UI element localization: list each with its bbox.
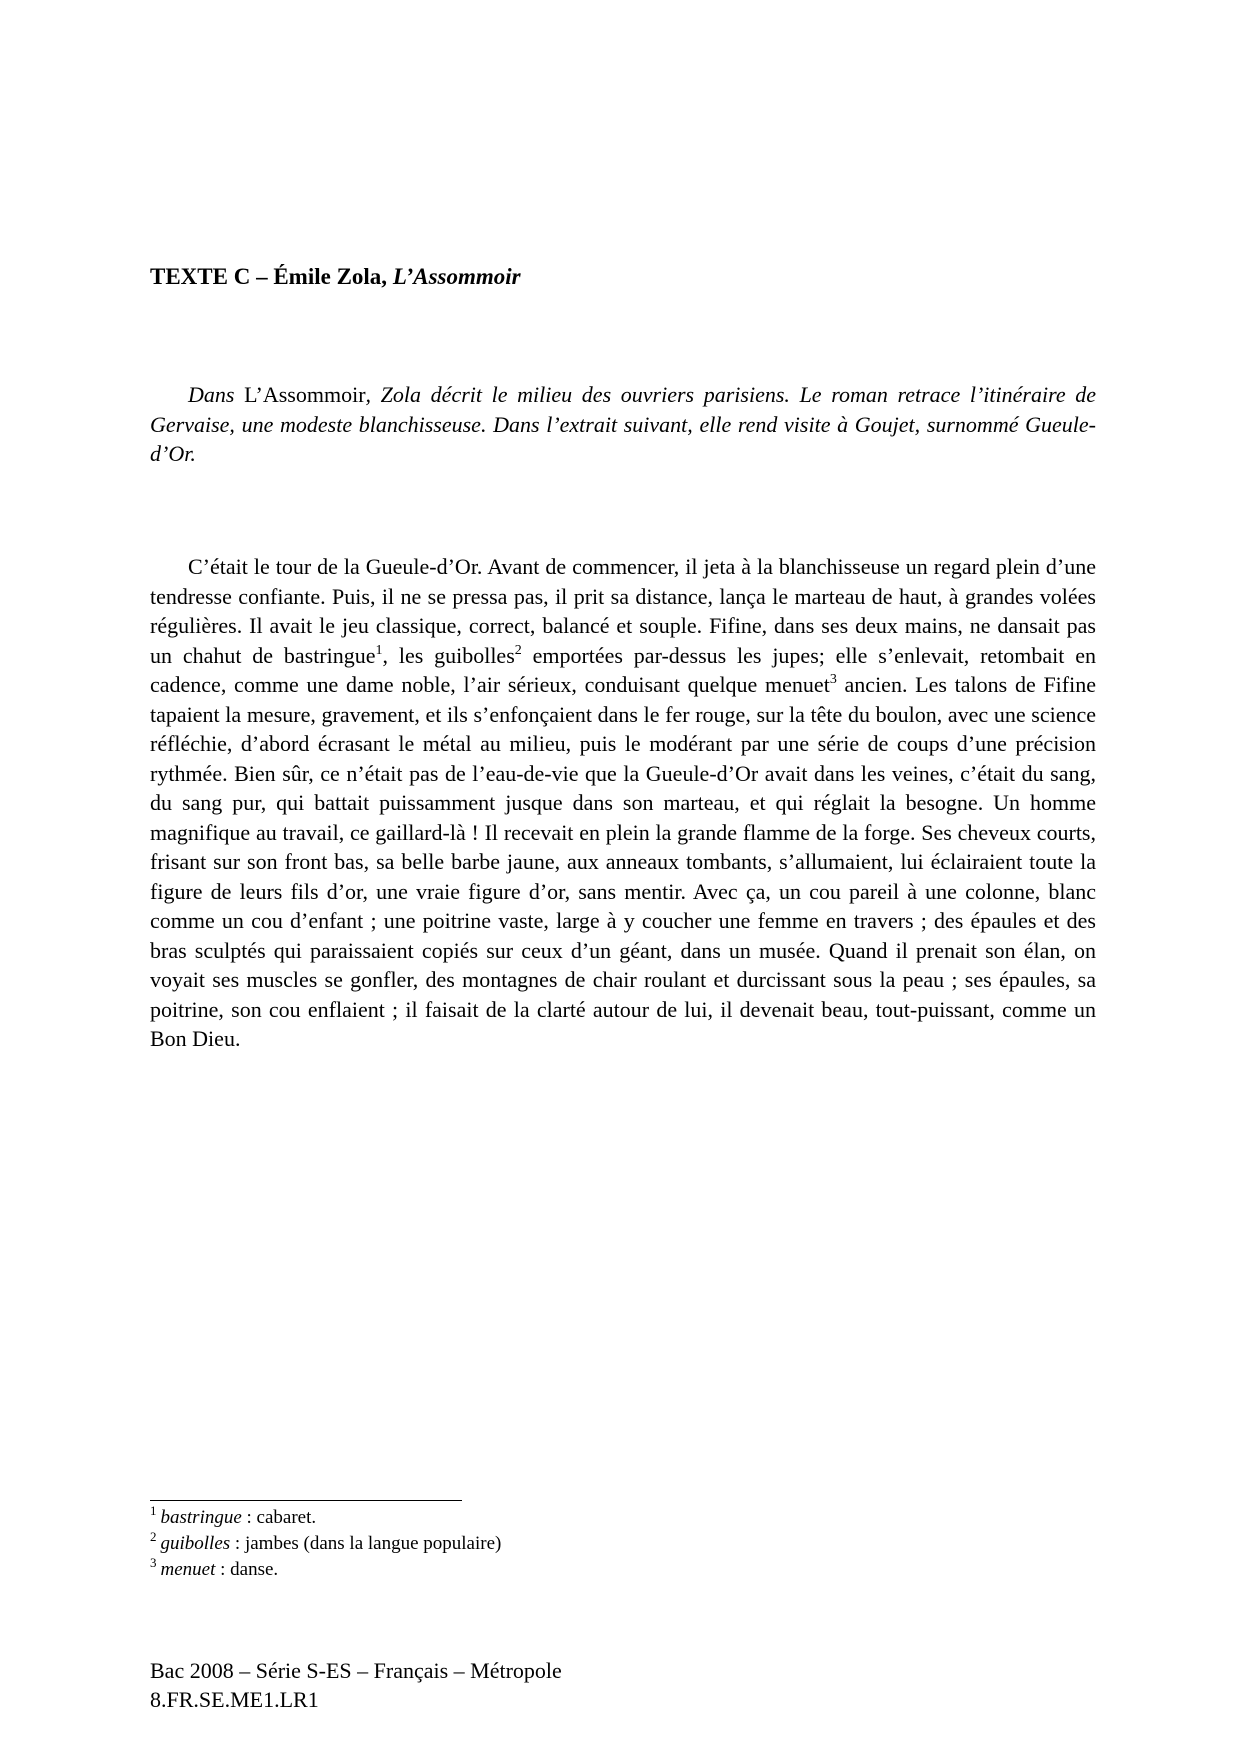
intro-work-title: L’Assommoir [244,382,366,407]
footer-code: 8.FR.SE.ME1.LR1 [150,1687,319,1712]
text-title [150,264,521,290]
footnote-number: 1 [150,1503,157,1518]
footnote-definition: : jambes (dans la langue populaire) [230,1533,502,1554]
intro-paragraph [150,380,1096,469]
intro-part3: , Zola décrit le milieu des ouvriers parisiens. Le roman retrace l’itinéraire de Gervaise, une modeste blanchisseuse. Dans l’extrait suivant, elle rend visite à Goujet, surnommé Gueule-d’Or. [150,382,1096,466]
footnote-term: bastringue [160,1507,242,1528]
footnotes-list [150,1505,501,1583]
passage-seg1: C’était le tour de la Gueule-d’Or. Avant de commencer, il jeta à la blanchisseuse un regard plein d’une tendresse confiante. Puis, il ne se pressa pas, il prit sa distance, lança le marteau de haut, à grandes volées régulières. Il avait le jeu classique, correct, balancé et souple. Fifine, dans ses deux mains, ne dansait pas un chahut de bastringue [150,554,1096,668]
footnote-ref-1: 1 [375,642,383,658]
footer-exam-info: Bac 2008 – Série S-ES – Français – Métropole [150,1658,562,1683]
footnote-term: guibolles [160,1533,231,1554]
footnote-definition: : danse. [215,1559,279,1580]
footnote-ref-3: 3 [829,672,837,687]
footnote-item [150,1531,501,1557]
footnote-divider [150,1500,462,1501]
intro-part1: Dans [188,382,245,407]
footnote-item [150,1505,501,1531]
title-work: L’Assommoir [392,264,521,289]
passage-seg2: , les guibolles [382,642,515,668]
footnote-term: menuet [160,1559,216,1580]
passage-seg4: ancien. Les talons de Fifine tapaient la mesure, gravement, et ils s’enfonçaient dans le fer rouge, sur la tête du boulon, avec une science réfléchie, d’abord écrasant le métal au milieu, puis le modérant par une série de coups d’une précision rythmée. Bien sûr, ce n’était pas de l’eau-de-vie que la Gueule-d’Or avait dans les veines, c’était du sang, du sang pur, qui battait puissamment jusque dans son marteau, et qui réglait la besogne. Un homme magnifique au travail, ce gaillard-là ! Il recevait en plein la grande flamme de la forge. Ses cheveux courts, frisant sur son front bas, sa belle barbe jaune, aux anneaux tombants, s’allumaient, lui éclairaient toute la figure de leurs fils d’or, une vraie figure d’or, sans mentir. Avec ça, un cou pareil à une colonne, blanc comme un cou d’enfant ; une poitrine vaste, large à y coucher une femme en travers ; des épaules et des bras sculptés qui paraissaient copiés sur ceux d’un géant, dans un musée. Quand il prenait son élan, on voyait ses muscles se gonfler, des montagnes de chair roulant et durcissant sous la peau ; ses épaules, sa poitrine, son cou enflaient ; il faisait de la clarté autour de lui, il devenait beau, tout-puissant, comme un Bon Dieu. [150,672,1096,1051]
page-footer [150,1656,562,1714]
passage-paragraph [150,552,1096,1054]
footnote-number: 2 [150,1529,157,1544]
title-prefix: TEXTE C – Émile Zola, [150,264,393,289]
footnote-definition: : cabaret. [241,1507,317,1528]
footnote-number: 3 [150,1555,157,1570]
passage-seg3: emportées par-dessus les jupes; elle s’enlevait, retombait en cadence, comme une dame noble, l’air sérieux, conduisant quelque menuet [150,642,1096,697]
footnote-ref-2: 2 [514,642,522,658]
footnote-item [150,1557,501,1583]
